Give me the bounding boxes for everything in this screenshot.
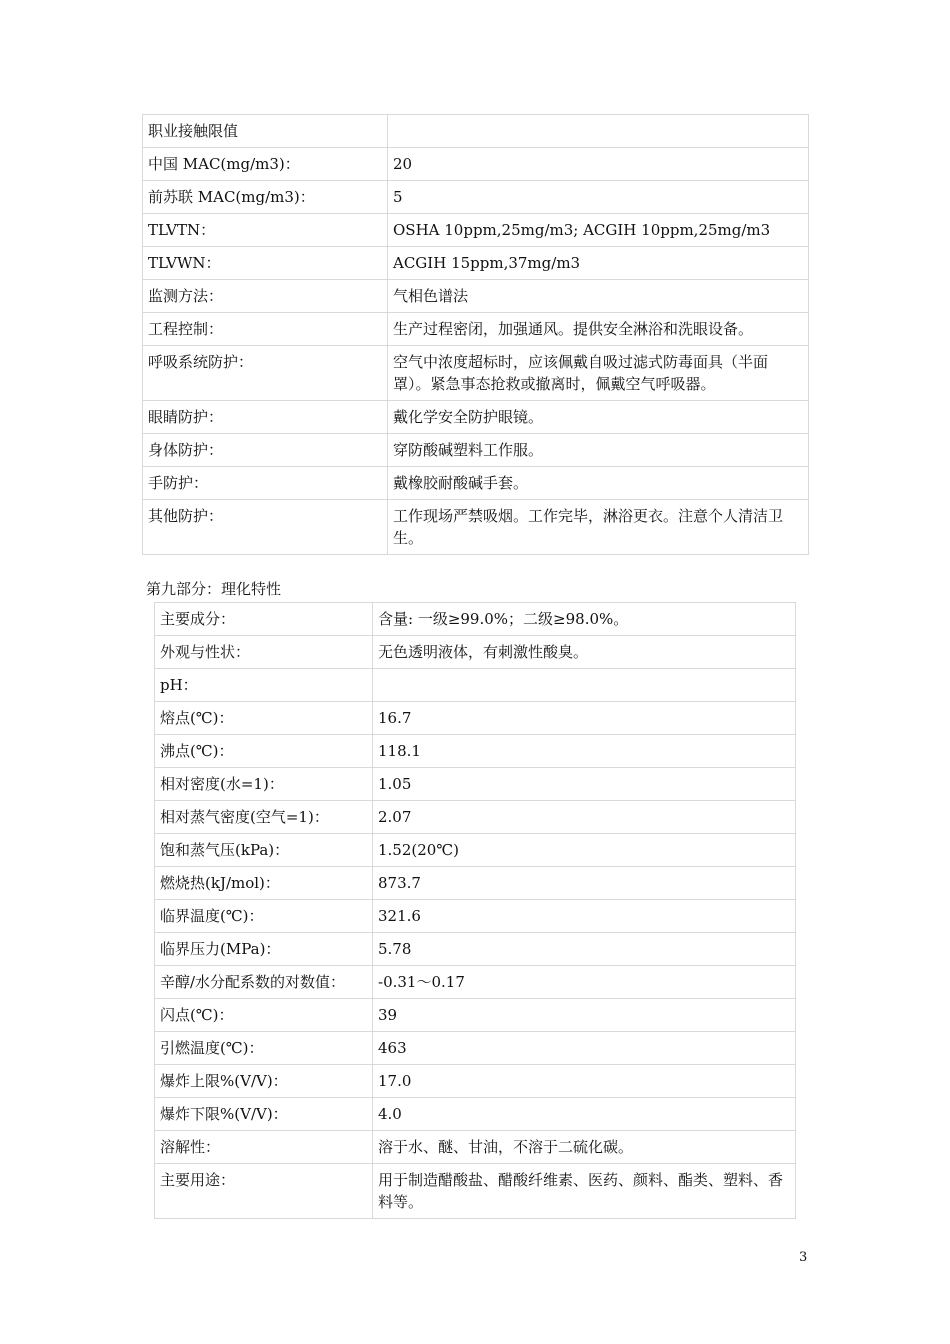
row-label: 手防护： bbox=[142, 466, 387, 499]
row-value: 溶于水、醚、甘油，不溶于二硫化碳。 bbox=[372, 1130, 796, 1163]
row-value: ACGIH 15ppm,37mg/m3 bbox=[387, 246, 809, 279]
row-label: pH： bbox=[154, 668, 372, 701]
row-label: 沸点(℃)： bbox=[154, 734, 372, 767]
table-row bbox=[154, 800, 796, 833]
table-row bbox=[142, 147, 809, 180]
row-value: 1.52(20℃) bbox=[372, 833, 796, 866]
table-row bbox=[142, 114, 809, 147]
row-value: 1.05 bbox=[372, 767, 796, 800]
row-label: 闪点(℃)： bbox=[154, 998, 372, 1031]
table-row bbox=[142, 213, 809, 246]
row-value: 用于制造醋酸盐、醋酸纤维素、医药、颜料、酯类、塑料、香料等。 bbox=[372, 1163, 796, 1219]
table-row bbox=[154, 1163, 796, 1219]
table-row bbox=[154, 635, 796, 668]
row-value: 生产过程密闭，加强通风。提供安全淋浴和洗眼设备。 bbox=[387, 312, 809, 345]
table-row bbox=[154, 767, 796, 800]
row-value: 17.0 bbox=[372, 1064, 796, 1097]
row-value: 16.7 bbox=[372, 701, 796, 734]
row-value: 39 bbox=[372, 998, 796, 1031]
row-label: 临界压力(MPa)： bbox=[154, 932, 372, 965]
row-value bbox=[387, 114, 809, 147]
row-label: 相对蒸气密度(空气=1)： bbox=[154, 800, 372, 833]
table-row bbox=[154, 899, 796, 932]
row-label: 临界温度(℃)： bbox=[154, 899, 372, 932]
row-value: 气相色谱法 bbox=[387, 279, 809, 312]
table-row bbox=[142, 433, 809, 466]
row-label: 燃烧热(kJ/mol)： bbox=[154, 866, 372, 899]
table-row bbox=[154, 734, 796, 767]
row-label: 熔点(℃)： bbox=[154, 701, 372, 734]
table-row bbox=[154, 965, 796, 998]
row-label: 前苏联 MAC(mg/m3)： bbox=[142, 180, 387, 213]
row-label: 引燃温度(℃)： bbox=[154, 1031, 372, 1064]
row-value: 5.78 bbox=[372, 932, 796, 965]
table-row bbox=[154, 998, 796, 1031]
row-label: 饱和蒸气压(kPa)： bbox=[154, 833, 372, 866]
table-row bbox=[142, 279, 809, 312]
row-label: 外观与性状： bbox=[154, 635, 372, 668]
row-label: 辛醇/水分配系数的对数值： bbox=[154, 965, 372, 998]
row-value bbox=[372, 668, 796, 701]
table-row bbox=[142, 499, 809, 555]
row-label: 呼吸系统防护： bbox=[142, 345, 387, 400]
row-value: 321.6 bbox=[372, 899, 796, 932]
exposure-controls-table bbox=[142, 114, 809, 555]
row-value: 118.1 bbox=[372, 734, 796, 767]
table-row bbox=[154, 932, 796, 965]
table-row bbox=[154, 1097, 796, 1130]
row-value: 5 bbox=[387, 180, 809, 213]
row-label: 主要用途： bbox=[154, 1163, 372, 1219]
table-row bbox=[142, 180, 809, 213]
row-value: 2.07 bbox=[372, 800, 796, 833]
row-label: 相对密度(水=1)： bbox=[154, 767, 372, 800]
row-value: 无色透明液体，有刺激性酸臭。 bbox=[372, 635, 796, 668]
row-value: 空气中浓度超标时，应该佩戴自吸过滤式防毒面具（半面罩）。紧急事态抢救或撤离时，佩戴空气呼吸器。 bbox=[387, 345, 809, 400]
section-9-heading: 第九部分：理化特性 bbox=[146, 580, 282, 598]
row-value: OSHA 10ppm,25mg/m3; ACGIH 10ppm,25mg/m3 bbox=[387, 213, 809, 246]
table-row bbox=[154, 833, 796, 866]
table-row bbox=[154, 1130, 796, 1163]
row-label: 主要成分： bbox=[154, 602, 372, 635]
row-value: 4.0 bbox=[372, 1097, 796, 1130]
row-label: 工程控制： bbox=[142, 312, 387, 345]
table-row bbox=[154, 602, 796, 635]
row-value: 工作现场严禁吸烟。工作完毕，淋浴更衣。注意个人清洁卫生。 bbox=[387, 499, 809, 555]
row-value: 20 bbox=[387, 147, 809, 180]
row-label: TLVTN： bbox=[142, 213, 387, 246]
row-label: 身体防护： bbox=[142, 433, 387, 466]
physical-chemical-properties-table bbox=[154, 602, 796, 1219]
row-label: 眼睛防护： bbox=[142, 400, 387, 433]
row-label: 爆炸下限%(V/V)： bbox=[154, 1097, 372, 1130]
table-row bbox=[154, 1031, 796, 1064]
row-label: TLVWN： bbox=[142, 246, 387, 279]
row-label: 溶解性： bbox=[154, 1130, 372, 1163]
row-label: 其他防护： bbox=[142, 499, 387, 555]
row-label: 爆炸上限%(V/V)： bbox=[154, 1064, 372, 1097]
table-row bbox=[142, 400, 809, 433]
row-value: 戴化学安全防护眼镜。 bbox=[387, 400, 809, 433]
row-value: 873.7 bbox=[372, 866, 796, 899]
table-row bbox=[142, 466, 809, 499]
row-label: 中国 MAC(mg/m3)： bbox=[142, 147, 387, 180]
row-label: 监测方法： bbox=[142, 279, 387, 312]
table-row bbox=[154, 866, 796, 899]
row-value: -0.31～0.17 bbox=[372, 965, 796, 998]
row-value: 含量: 一级≥99.0%；二级≥98.0%。 bbox=[372, 602, 796, 635]
table-row bbox=[142, 246, 809, 279]
page-number: 3 bbox=[799, 1250, 808, 1265]
row-value: 戴橡胶耐酸碱手套。 bbox=[387, 466, 809, 499]
row-label: 职业接触限值 bbox=[142, 114, 387, 147]
table-row bbox=[154, 1064, 796, 1097]
table-row bbox=[154, 668, 796, 701]
table-row bbox=[142, 345, 809, 400]
row-value: 463 bbox=[372, 1031, 796, 1064]
table-row bbox=[142, 312, 809, 345]
row-value: 穿防酸碱塑料工作服。 bbox=[387, 433, 809, 466]
table-row bbox=[154, 701, 796, 734]
